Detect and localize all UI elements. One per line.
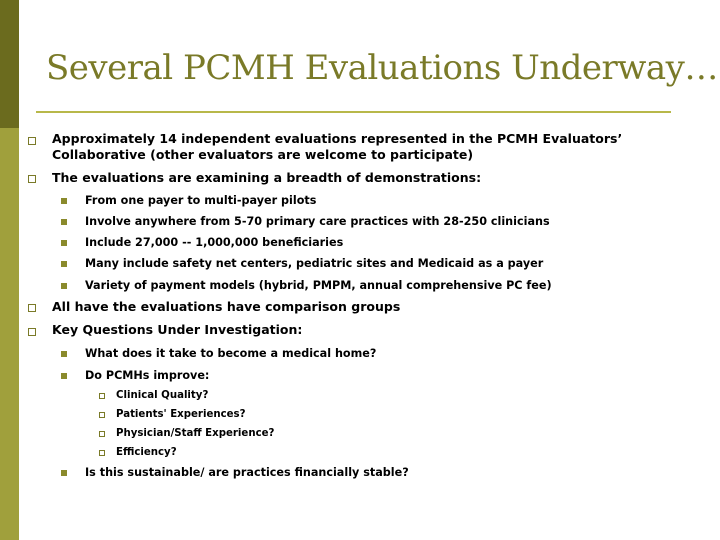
filled-square-bullet-icon	[61, 219, 67, 225]
bullet-text: Approximately 14 independent evaluations represented in the PCMH Evaluators’	[52, 131, 623, 146]
bullet-text-continuation: Collaborative (other evaluators are welcome to participate)	[52, 147, 474, 162]
square-bullet-icon	[28, 137, 36, 145]
filled-square-bullet-icon	[61, 240, 67, 246]
sub-bullet-text: Is this sustainable/ are practices financially stable?	[85, 466, 409, 479]
filled-square-bullet-icon	[61, 373, 67, 379]
sub-sub-bullet-text: Clinical Quality?	[116, 390, 209, 401]
sub-bullet-text: Variety of payment models (hybrid, PMPM, annual comprehensive PC fee)	[85, 279, 552, 292]
sub-sub-bullet-text: Efficiency?	[116, 447, 177, 458]
filled-square-bullet-icon	[61, 261, 67, 267]
sub-bullet-text: Many include safety net centers, pediatric sites and Medicaid as a payer	[85, 257, 544, 270]
filled-square-bullet-icon	[61, 351, 67, 357]
small-square-bullet-icon	[99, 393, 105, 399]
side-accent-bar-top	[0, 0, 19, 128]
bullet-text: The evaluations are examining a breadth of demonstrations:	[52, 170, 482, 185]
bullet-text: All have the evaluations have comparison groups	[52, 299, 401, 314]
sub-bullet-text: Do PCMHs improve:	[85, 369, 210, 382]
title-divider	[36, 111, 671, 113]
square-bullet-icon	[28, 304, 36, 312]
sub-sub-bullet-text: Physician/Staff Experience?	[116, 428, 275, 439]
sub-bullet-text: What does it take to become a medical home?	[85, 347, 377, 360]
small-square-bullet-icon	[99, 412, 105, 418]
small-square-bullet-icon	[99, 431, 105, 437]
sub-bullet-text: Include 27,000 -- 1,000,000 beneficiaries	[85, 236, 344, 249]
sub-bullet-text: From one payer to multi-payer pilots	[85, 194, 317, 207]
square-bullet-icon	[28, 328, 36, 336]
sub-bullet-text: Involve anywhere from 5-70 primary care practices with 28-250 clinicians	[85, 215, 550, 228]
small-square-bullet-icon	[99, 450, 105, 456]
slide-title: Several PCMH Evaluations Underway…	[46, 48, 718, 88]
bullet-text: Key Questions Under Investigation:	[52, 322, 303, 337]
filled-square-bullet-icon	[61, 198, 67, 204]
filled-square-bullet-icon	[61, 283, 67, 289]
filled-square-bullet-icon	[61, 470, 67, 476]
sub-sub-bullet-text: Patients' Experiences?	[116, 409, 246, 420]
square-bullet-icon	[28, 175, 36, 183]
